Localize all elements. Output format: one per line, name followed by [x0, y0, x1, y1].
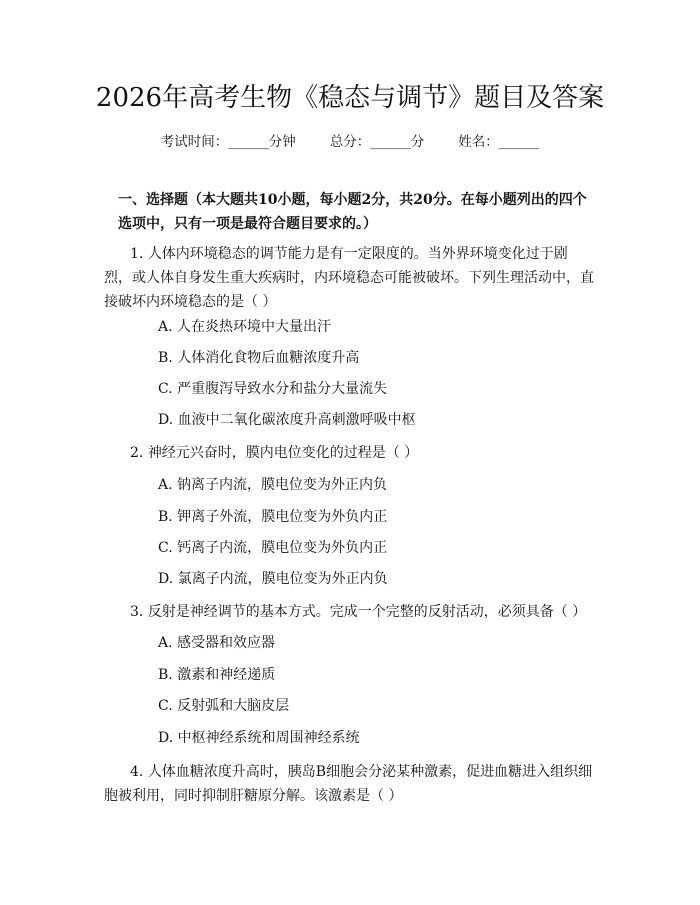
question-number: 1. — [130, 246, 144, 262]
question-2-option-a: A. 钠离子内流，膜电位变为外正内负 — [158, 477, 388, 493]
question-1-option-a: A. 人在炎热环境中大量出汗 — [158, 319, 332, 335]
question-2-option-c: C. 钙离子内流，膜电位变为外负内正 — [158, 540, 388, 556]
question-2-option-b: B. 钾离子外流，膜电位变为外负内正 — [158, 509, 388, 525]
question-number: 4. — [130, 764, 144, 780]
question-2-option-d: D. 氯离子内流，膜电位变为外正内负 — [158, 571, 388, 587]
question-text: 人体内环境稳态的调节能力是有一定限度的。当外界环境变化过于剧烈，或人体自身发生重大疾病时，内环境稳态可能被破坏。下列生理活动中，直接破坏内环境稳态的是（ ） — [104, 246, 594, 310]
question-2 — [104, 441, 594, 465]
question-4 — [104, 760, 594, 808]
student-name-field: 姓名：______ — [458, 134, 540, 150]
question-3-option-d: D. 中枢神经系统和周围神经系统 — [158, 730, 360, 746]
question-3-option-b: B. 激素和神经递质 — [158, 667, 276, 683]
question-1-option-c: C. 严重腹泻导致水分和盐分大量流失 — [158, 381, 388, 397]
question-number: 2. — [130, 445, 144, 461]
question-3-option-c: C. 反射弧和大脑皮层 — [158, 698, 290, 714]
exam-meta — [0, 132, 700, 152]
question-number: 3. — [130, 604, 144, 620]
question-1-option-b: B. 人体消化食物后血糖浓度升高 — [158, 350, 360, 366]
question-1-option-d: D. 血液中二氧化碳浓度升高刺激呼吸中枢 — [158, 412, 416, 428]
section-heading: 一、选择题（本大题共10小题，每小题2分，共20分。在每小题列出的四个选项中，只有一项是最符合题目要求的。） — [118, 192, 587, 232]
exam-time-field: 考试时间：______分钟 — [160, 134, 296, 150]
question-text: 反射是神经调节的基本方式。完成一个完整的反射活动，必须具备（ ） — [147, 604, 587, 620]
question-text: 神经元兴奋时，膜内电位变化的过程是（ ） — [147, 445, 419, 461]
question-3 — [104, 600, 594, 624]
question-1 — [104, 242, 594, 314]
page-title: 2026年高考生物《稳态与调节》题目及答案 — [95, 83, 605, 113]
question-3-option-a: A. 感受器和效应器 — [158, 635, 276, 651]
total-score-field: 总分：______分 — [329, 134, 425, 150]
question-text: 人体血糖浓度升高时，胰岛B细胞会分泌某种激素，促进血糖进入组织细胞被利用，同时抑制肝糖原分解。该激素是（ ） — [104, 764, 593, 804]
